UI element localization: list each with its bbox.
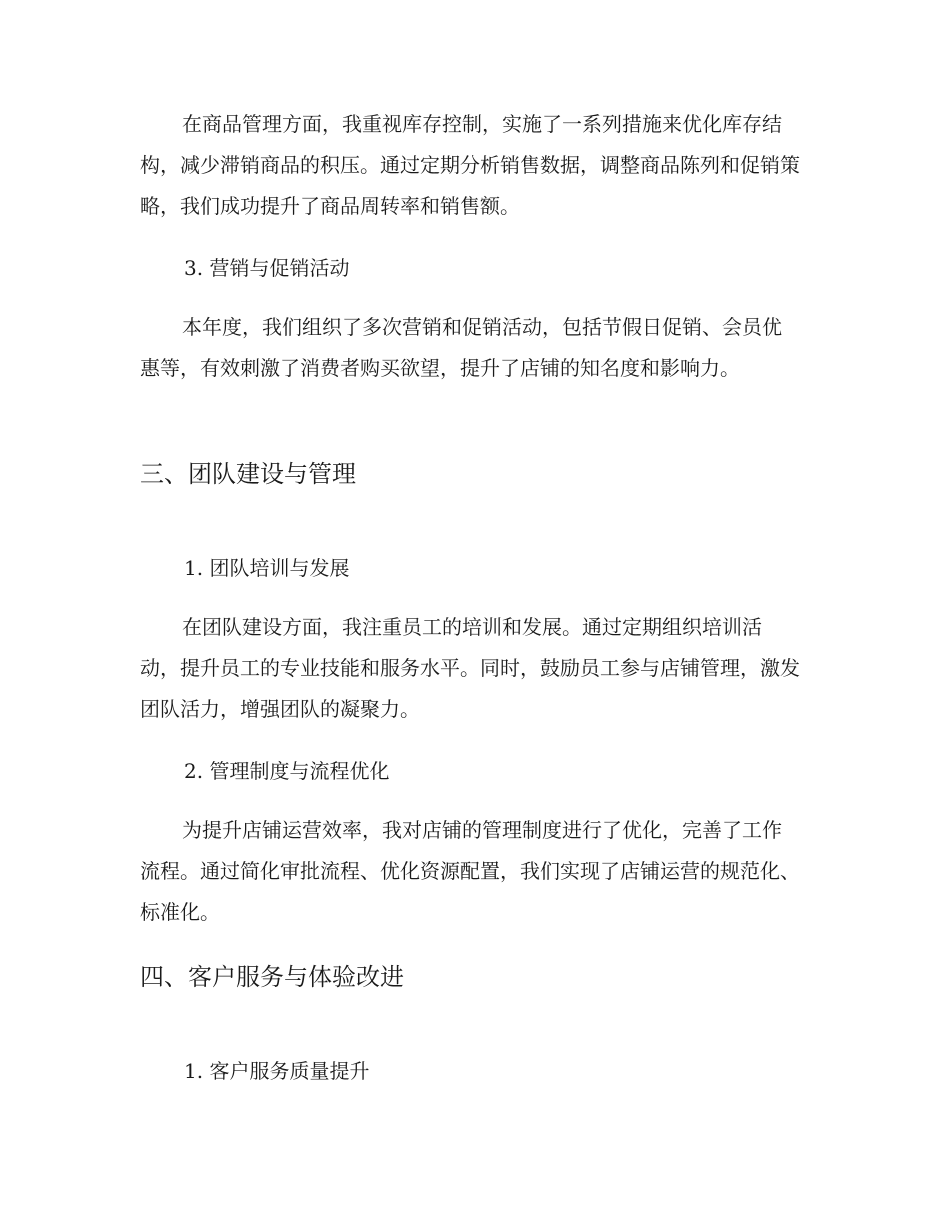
section-heading-customer-service: 四、客户服务与体验改进 <box>140 963 404 991</box>
section-heading-team-building: 三、团队建设与管理 <box>140 460 356 488</box>
subheading-marketing-promotion: 3. 营销与促销活动 <box>184 256 350 280</box>
paragraph-product-management: 在商品管理方面，我重视库存控制，实施了一系列措施来优化库存结构，减少滞销商品的积压。通过定期分析销售数据，调整商品陈列和促销策略，我们成功提升了商品周转率和销售额。 <box>140 112 800 218</box>
subheading-management-process: 2. 管理制度与流程优化 <box>184 759 390 783</box>
paragraph-management-process: 为提升店铺运营效率，我对店铺的管理制度进行了优化，完善了工作流程。通过简化审批流程、优化资源配置，我们实现了店铺运营的规范化、标准化。 <box>140 818 800 924</box>
paragraph-team-training: 在团队建设方面，我注重员工的培训和发展。通过定期组织培训活动，提升员工的专业技能和服务水平。同时，鼓励员工参与店铺管理，激发团队活力，增强团队的凝聚力。 <box>140 615 800 721</box>
paragraph-marketing-promotion: 本年度，我们组织了多次营销和促销活动，包括节假日促销、会员优惠等，有效刺激了消费者购买欲望，提升了店铺的知名度和影响力。 <box>140 315 782 380</box>
subheading-customer-service-quality: 1. 客户服务质量提升 <box>184 1059 370 1083</box>
subheading-team-training: 1. 团队培训与发展 <box>184 556 350 580</box>
